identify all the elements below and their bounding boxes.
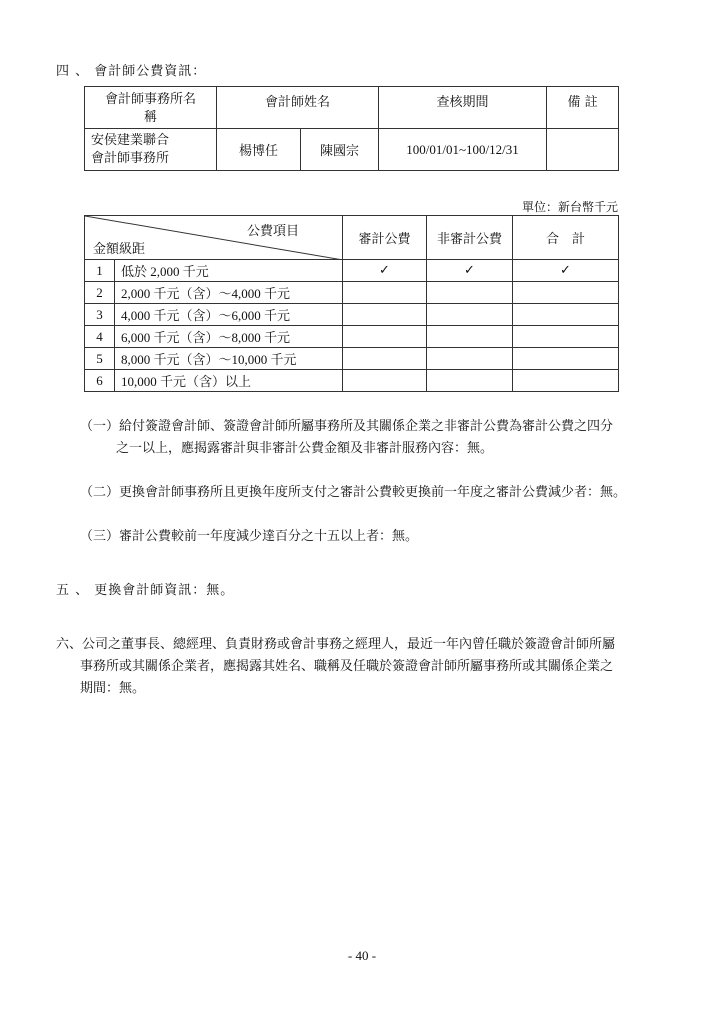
row-number: 2 <box>85 282 115 304</box>
firm-name-line2: 會計師事務所 <box>91 150 170 166</box>
row-number: 6 <box>85 370 115 392</box>
table-row <box>85 304 619 326</box>
table-row <box>85 326 619 348</box>
check-total: ✓ <box>513 260 619 282</box>
page-number: - 40 - <box>347 948 377 963</box>
cell-accountant-2: 陳國宗 <box>301 129 379 171</box>
note-3: （三）審計公費較前一年度減少達百分之十五以上者：無。 <box>80 529 419 544</box>
table-row <box>85 370 619 392</box>
section-6-line3: 期間：無。 <box>80 681 146 696</box>
header-firm-name-line1: 會計師事務所名 <box>104 92 196 107</box>
row-range: 低於 2,000 千元 <box>115 260 343 282</box>
check-total <box>513 282 619 304</box>
table-row <box>85 282 619 304</box>
check-nonaudit: ✓ <box>427 260 513 282</box>
row-range: 6,000 千元（含）～8,000 千元 <box>115 326 343 348</box>
section-4-title: 四 、 會計師公費資訊： <box>56 64 207 79</box>
note-1 <box>80 416 613 460</box>
cell-accountant-1: 楊博任 <box>217 129 301 171</box>
row-number: 4 <box>85 326 115 348</box>
header-audit-period: 查核期間 <box>379 87 547 129</box>
section-6-line1: 六、公司之董事長、總經理、負責財務或會計事務之經理人，最近一年內曾任職於簽證會計師所屬 <box>56 637 616 652</box>
check-total <box>513 370 619 392</box>
note-1-line1: （一）給付簽證會計師、簽證會計師所屬事務所及其關係企業之非審計公費為審計公費之四分 <box>80 419 614 434</box>
note-1-line2: 之一以上，應揭露審計與非審計公費金額及非審計服務內容：無。 <box>116 441 494 456</box>
header-nonaudit-fee: 非審計公費 <box>427 216 513 260</box>
header-accountant-name: 會計師姓名 <box>217 87 379 129</box>
check-total <box>513 326 619 348</box>
unit-note: 單位：新台幣千元 <box>521 200 618 214</box>
check-nonaudit <box>427 326 513 348</box>
check-nonaudit <box>427 282 513 304</box>
header-audit-fee: 審計公費 <box>343 216 427 260</box>
header-firm-name-line2: 稱 <box>143 110 157 125</box>
row-range: 2,000 千元（含）～4,000 千元 <box>115 282 343 304</box>
diag-header-amount-range: 金額級距 <box>93 242 146 257</box>
section-6-line2: 事務所或其關係企業者，應揭露其姓名、職稱及任職於簽證會計師所屬事務所或其關係企業之 <box>80 659 614 674</box>
row-range: 10,000 千元（含）以上 <box>115 370 343 392</box>
row-number: 1 <box>85 260 115 282</box>
check-nonaudit <box>427 370 513 392</box>
table-row <box>85 348 619 370</box>
diagonal-header-cell <box>85 216 343 260</box>
header-total: 合 計 <box>513 216 619 260</box>
table-row <box>85 260 619 282</box>
check-total <box>513 348 619 370</box>
check-total <box>513 304 619 326</box>
audit-fee-table <box>84 215 619 392</box>
cell-remark <box>547 129 619 171</box>
diag-header-fee-item: 公費項目 <box>247 224 300 239</box>
row-number: 3 <box>85 304 115 326</box>
check-nonaudit <box>427 348 513 370</box>
cell-audit-period: 100/01/01~100/12/31 <box>379 129 547 171</box>
check-audit <box>343 370 427 392</box>
row-range: 4,000 千元（含）～6,000 千元 <box>115 304 343 326</box>
check-audit <box>343 348 427 370</box>
row-number: 5 <box>85 348 115 370</box>
row-range: 8,000 千元（含）～10,000 千元 <box>115 348 343 370</box>
header-remark: 備 註 <box>547 87 619 129</box>
check-audit <box>343 282 427 304</box>
check-audit: ✓ <box>343 260 427 282</box>
note-2: （二）更換會計師事務所且更換年度所支付之審計公費較更換前一年度之審計公費減少者：無。 <box>80 485 627 500</box>
check-audit <box>343 304 427 326</box>
check-nonaudit <box>427 304 513 326</box>
auditor-firm-table <box>84 86 619 171</box>
cell-firm-name <box>85 129 217 171</box>
section-6-paragraph <box>56 634 615 700</box>
section-5-title: 五 、 更換會計師資訊：無。 <box>56 583 235 598</box>
firm-name-line1: 安侯建業聯合 <box>91 132 170 148</box>
header-firm-name <box>85 87 217 129</box>
check-audit <box>343 326 427 348</box>
